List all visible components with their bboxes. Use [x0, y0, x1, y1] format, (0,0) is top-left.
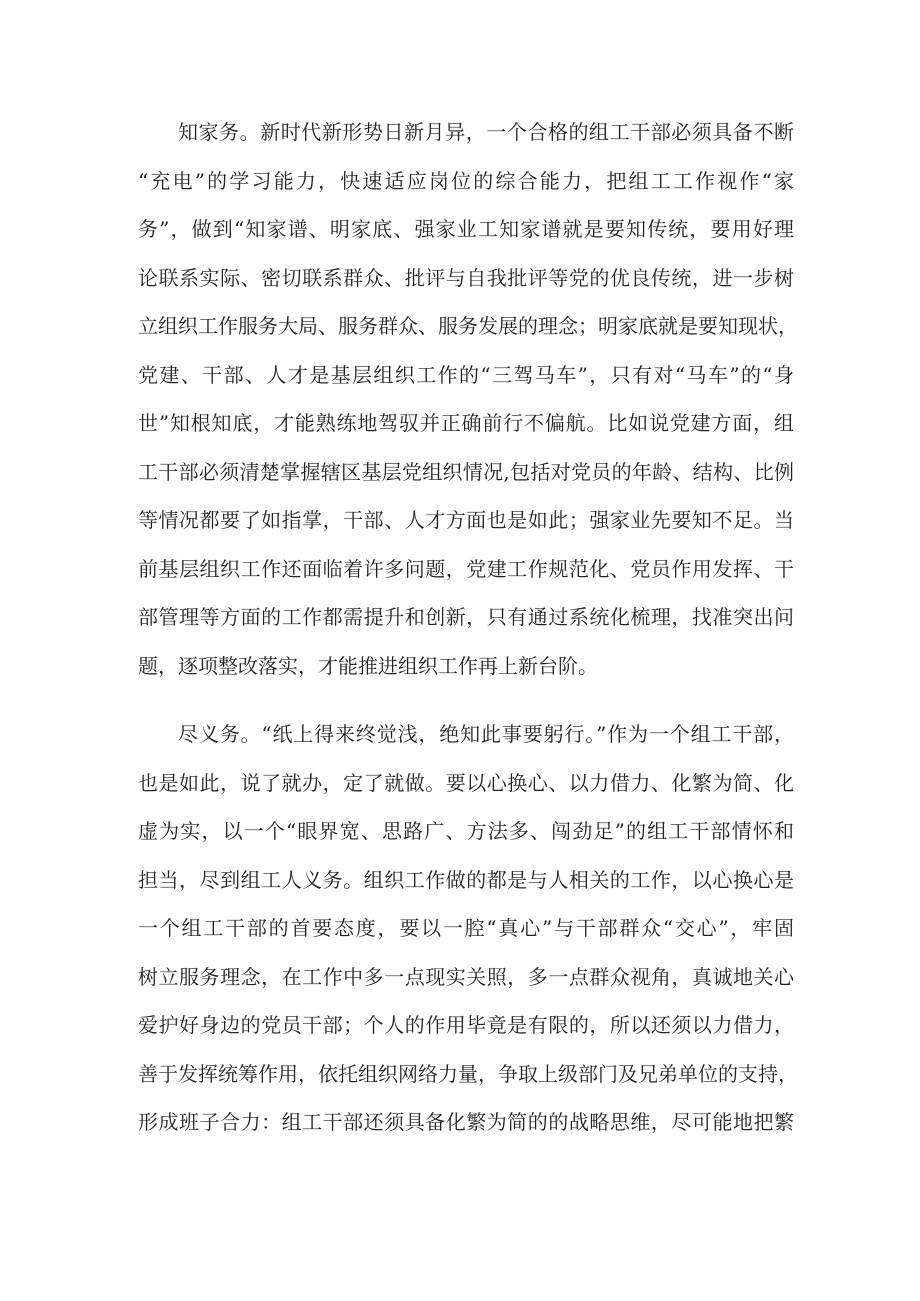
text-line: 世”知根知底，才能熟练地驾驭并正确前行不偏航。比如说党建方面，组: [138, 411, 794, 435]
text-line: 形成班子合力：组工干部还须具备化繁为简的的战略思维，尽可能地把繁: [138, 1110, 794, 1134]
text-line: 尽义务。“纸上得来终觉浅，绝知此事要躬行。”作为一个组工干部，: [178, 722, 794, 746]
text-line: 善于发挥统筹作用，依托组织网络力量，争取上级部门及兄弟单位的支持，: [138, 1061, 798, 1086]
text-line: 工干部必须清楚掌握辖区基层党组织情况,包括对党员的年龄、结构、比例: [138, 459, 794, 484]
text-line: 党建、干部、人才是基层组织工作的“三驾马车”，只有对“马车”的“身: [138, 362, 794, 387]
text-line: 立组织工作服务大局、服务群众、服务发展的理念；明家底就是要知现状，: [138, 314, 798, 338]
text-line: 务”，做到“知家谱、明家底、强家业工知家谱就是要知传统，要用好理: [138, 217, 794, 241]
text-line: 知家务。新时代新形势日新月异，一个合格的组工干部必须具备不断: [178, 120, 794, 144]
paragraph-jin-yi-wu: [138, 710, 798, 1147]
text-line: 部管理等方面的工作都需提升和创新，只有通过系统化梳理，找准突出问: [138, 605, 794, 629]
text-line: 一个组工干部的首要态度，要以一腔“真心”与干部群众“交心”，牢固: [138, 916, 794, 940]
text-line: 等情况都要了如指掌，干部、人才方面也是如此；强家业先要知不足。当: [138, 508, 794, 532]
text-line: 树立服务理念，在工作中多一点现实关照，多一点群众视角，真诚地关心: [138, 964, 794, 989]
paragraph-zhi-jia-wu: [138, 108, 798, 690]
text-line: 虚为实，以一个“眼界宽、思路广、方法多、闯劲足”的组工干部情怀和: [138, 819, 794, 843]
text-line: 也是如此，说了就办，定了就做。要以心换心、以力借力、化繁为简、化: [138, 770, 794, 795]
text-line: 前基层组织工作还面临着许多问题，党建工作规范化、党员作用发挥、干: [138, 556, 794, 581]
text-line: 爱护好身边的党员干部；个人的作用毕竟是有限的，所以还须以力借力，: [138, 1013, 794, 1037]
text-line: 担当，尽到组工人义务。组织工作做的都是与人相关的工作，以心换心是: [138, 867, 794, 892]
text-line: 题，逐项整改落实，才能推进组织工作再上新台阶。: [138, 653, 598, 678]
text-line: 论联系实际、密切联系群众、批评与自我批评等党的优良传统，进一步树: [138, 265, 794, 290]
text-line: “充电”的学习能力，快速适应岗位的综合能力，把组工工作视作“家: [138, 168, 794, 193]
